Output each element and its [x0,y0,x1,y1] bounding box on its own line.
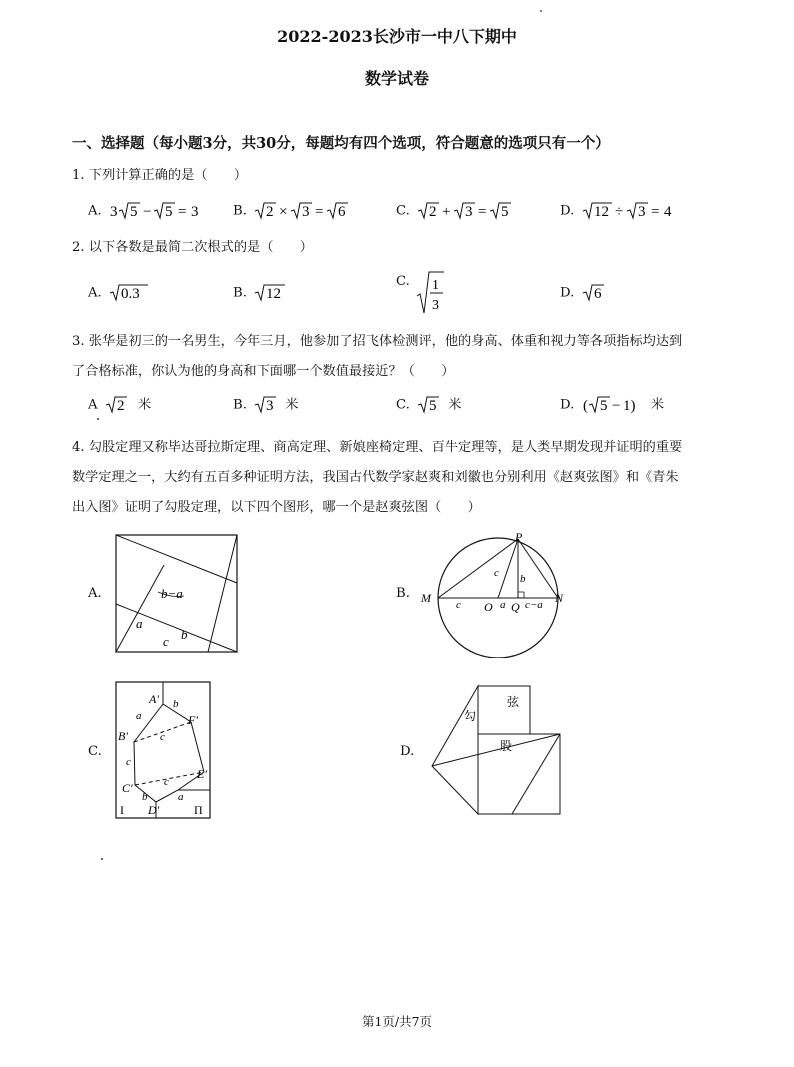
figure-a-line3 [116,604,237,652]
svg-text:0.3: 0.3 [120,286,140,302]
figure-d-line3 [512,734,560,814]
svg-text:5: 5 [129,204,138,220]
q3-option-a-expression [102,393,134,417]
page-footer: 第1页/共7页 [361,1014,433,1029]
q3-option-c-expression [414,393,444,417]
figure-b-label-c2: c [494,567,499,579]
q3-option-a-label: A [88,397,98,413]
q3-option-c-unit: 米 [448,397,462,413]
figure-d-line1 [432,734,560,766]
q2-option-d-expression [579,281,619,305]
q3-option-c-label: C. [396,397,410,413]
q1-option-d-label: D. [560,203,575,219]
figure-c-label-a2: a [178,791,184,803]
figure-c-label-b-prime: B′ [118,729,128,743]
figure-a-line4 [116,565,164,652]
q1-option-b-label: B. [233,203,247,219]
figure-b-label-n: N [555,591,564,605]
figure-b-right-angle [518,592,524,598]
q3-stem-line1: 3. 张华是初三的一名男生，今年三月，他参加了招飞体检测评，他的身高、体重和视力等各项指标均达到 [72,334,683,349]
q1-option-c-expression [414,199,524,223]
figure-b-line-mp [438,539,518,598]
figure-c-label-e-prime: E′ [197,767,207,781]
figure-d-label-xian: 弦 [507,695,520,709]
figure-c-label-region-1: I [120,803,124,817]
svg-text:3: 3 [432,298,440,313]
q2-option-d [560,281,619,305]
exam-subtitle: 数学试卷 [364,69,429,88]
figure-c-label-c1: c [160,731,165,743]
figure-b [414,530,574,658]
q1-stem: 1. 下列计算正确的是（ ） [72,168,248,183]
q3-option-c [396,393,461,417]
q2-option-c-label: C. [396,273,410,289]
figure-d-label-gou: 勾 [464,709,477,723]
figure-c-label-region-2: Π [194,803,203,817]
svg-text:12: 12 [593,204,609,220]
stray-dot [540,10,542,12]
svg-text:=: = [478,204,487,220]
figure-b-label-a: a [500,599,506,611]
figure-d-square-xian [478,686,530,734]
svg-text:5: 5 [429,398,437,414]
figure-d-triangle-gou [432,686,478,814]
q4-option-c-label: C. [88,744,102,759]
svg-text:5: 5 [501,204,509,220]
q3-option-d-expression [579,393,647,417]
q3-option-b-expression [251,393,281,417]
q2-option-d-label: D. [560,285,575,301]
svg-text:+: + [442,204,451,220]
figure-b-line-np [518,539,558,598]
svg-text:2: 2 [266,204,274,220]
svg-text:1: 1 [432,278,440,293]
q1-option-a-label: A. [88,203,102,219]
figure-a-label-b: b [181,627,188,642]
q3-option-d-unit: 米 [650,397,664,413]
figure-b-line-op [498,539,518,598]
q3-option-b [233,393,298,417]
svg-text:3: 3 [266,398,274,414]
figure-c-label-c2: c [126,756,131,768]
svg-text:−: − [142,204,152,220]
figure-c-label-c3: c [164,776,169,788]
figure-a [114,532,240,654]
figure-c-hexagon [134,682,204,802]
svg-text:2: 2 [116,398,125,414]
q2-option-a [88,281,166,305]
q4-option-a-label: A. [88,586,102,601]
q2-option-a-expression [106,281,166,305]
q3-option-b-unit: 米 [285,397,299,413]
svg-text:6: 6 [593,286,601,302]
q3-option-a-unit: 米 [137,397,152,413]
figure-c-dash2 [135,772,204,785]
q1-option-c [396,199,524,223]
figure-c-label-a-prime: A′ [149,692,159,706]
figure-b-label-o: O [484,600,493,614]
q1-option-d-expression [579,199,699,223]
figure-a-label-ba: b−a [161,586,183,601]
figure-c-label-c-prime: C′ [122,781,133,795]
q2-option-c-expression [414,270,454,316]
figure-b-label-ca: c−a [525,599,543,611]
q1-option-d [560,199,699,223]
figure-c-label-b1: b [173,698,179,710]
exam-title: 2022-2023长沙市一中八下期中 [277,27,517,46]
q1-option-c-label: C. [396,203,410,219]
q1-option-a [88,199,216,223]
q3-option-a [88,393,151,417]
q4-option-b-label: B. [396,586,410,601]
svg-text:2: 2 [429,204,437,220]
q3-option-d-label: D. [560,397,575,413]
svg-text:12: 12 [266,286,282,302]
svg-text:4: 4 [663,204,671,220]
figure-d-label-gu: 股 [500,739,513,753]
svg-text:3: 3 [302,204,310,220]
figure-b-label-b: b [520,573,526,585]
figure-b-label-c1: c [456,599,461,611]
q4-stem-line1: 4. 勾股定理又称毕达哥拉斯定理、商高定理、新娘座椅定理、百牛定理等，是人类早期发现并证明的重要 [72,440,683,455]
figure-b-label-q: Q [511,600,520,614]
section-heading: 一、选择题（每小题3分，共30分，每题均有四个选项，符合题意的选项只有一个） [72,135,610,152]
svg-text:=: = [315,204,324,220]
q2-option-b-expression [251,281,311,305]
q3-option-d [560,393,664,417]
svg-text:3: 3 [109,204,118,220]
figure-a-line1 [116,535,237,583]
figure-a-label-c: c [163,634,169,649]
q4-stem-line2: 数学定理之一，大约有五百多种证明方法，我国古代数学家赵爽和刘徽也分别利用《赵爽弦图》和《青朱 [72,470,679,485]
svg-text:÷: ÷ [614,204,623,220]
figure-b-label-m: M [421,591,431,605]
svg-text:1): 1) [622,398,635,414]
svg-text:3: 3 [637,204,645,220]
q2-option-a-label: A. [88,285,102,301]
svg-text:5: 5 [164,204,173,220]
q1-option-b-expression [251,199,361,223]
svg-text:−: − [611,398,620,414]
q4-stem-line3: 出入图》证明了勾股定理，以下四个图形，哪一个是赵爽弦图（ ） [72,500,481,515]
stray-mark [97,418,99,420]
svg-text:=: = [177,204,187,220]
q1-option-a-expression [106,199,216,223]
q3-option-b-label: B. [233,397,247,413]
figure-c [114,680,214,820]
svg-text:=: = [650,204,659,220]
q2-option-b [233,281,311,305]
q2-stem: 2. 以下各数是最简二次根式的是（ ） [72,240,313,255]
q4-option-d-label: D. [400,744,415,759]
svg-text:3: 3 [190,204,199,220]
figure-c-label-d-prime: D′ [148,803,160,817]
q2-option-b-label: B. [233,285,247,301]
q2-option-c [396,270,454,316]
figure-a-line2 [208,535,237,652]
figure-c-label-f-prime: F′ [188,713,198,727]
svg-text:3: 3 [465,204,473,220]
figure-d [428,684,564,816]
q3-stem-line2: 了合格标准，你认为他的身高和下面哪一个数值最接近？（ ） [72,364,455,379]
stray-mark-2 [101,858,103,860]
svg-text:6: 6 [338,204,346,220]
figure-c-label-a1: a [136,710,142,722]
figure-a-label-a: a [136,616,143,631]
svg-text:(: ( [582,398,588,414]
q1-option-b [233,199,361,223]
svg-text:×: × [279,204,288,220]
figure-b-label-p: P [515,530,523,544]
figure-c-label-b2: b [142,791,148,803]
svg-text:5: 5 [599,398,607,414]
